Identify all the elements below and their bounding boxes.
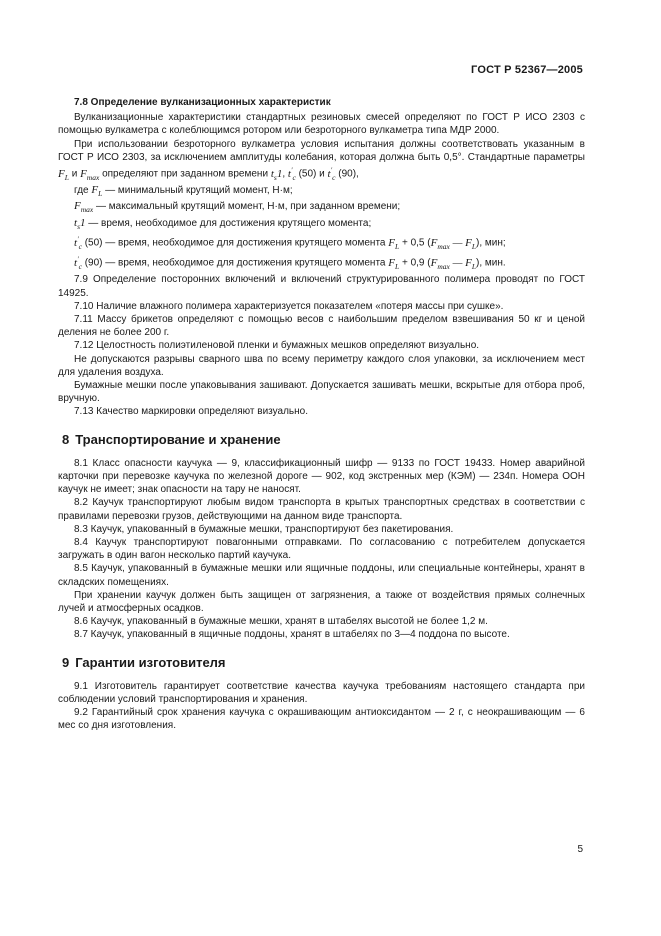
paragraph-8-7: 8.7 Каучук, упакованный в ящичные поддоны, хранят в штабелях по 3—4 поддона по высоте. — [74, 629, 510, 641]
paragraph-7-12-b: Не допускаются разрывы сварного шва по всему периметру каждого слоя упаковки, за исключением мест для удаления воздуха. — [58, 353, 585, 378]
page-number: 5 — [577, 844, 583, 855]
document-header: ГОСТ Р 52367—2005 — [471, 64, 583, 76]
paragraph-8-4: 8.4 Каучук транспортируют повагонными отправками. По согласованию с потребителем допускается загружать в один вагон несколько партий каучука. — [58, 536, 585, 562]
definition-Fmax: $F_{max}$ — максимальный крутящий момент, Н·м, при заданном времени; — [74, 200, 401, 215]
paragraph-8-1: 8.1 Класс опасности каучука — 9, классификационный шифр — 9133 по ГОСТ 19433. Номер аварийной карточки при перевозке каучука по железной дороге — 902, код экстренных мер (КЭМ) — 234п. Номера ООН каучук не имеет; знак опасности на тару не наносят. — [58, 457, 585, 496]
definition-FL: где $F_L$ — минимальный крутящий момент, Н·м; — [74, 184, 293, 199]
paragraph-8-2: 8.2 Каучук транспортируют любым видом транспорта в крытых транспортных средствах в соответствии с правилами перевозки грузов, действующими на данном виде транспорта. — [58, 497, 585, 522]
formula-tc-prime: $t'_c$ — [287, 166, 296, 182]
formula-tc-prime: $t'_c$ — [327, 166, 336, 182]
paragraph-7-12: 7.12 Целостность полиэтиленовой пленки и бумажных мешков определяют визуально. — [74, 340, 480, 352]
definition-t50: $t'_c$ (50) — время, необходимое для достижения крутящего момента $F_L + 0,5$ ($F_{max}$ — $F_L$), мин; — [74, 235, 506, 252]
paragraph-7-11: 7.11 Массу брикетов определяют с помощью весов с наибольшим пределом взвешивания 50 кг и ценой деления не более 200 г. — [58, 313, 585, 339]
paragraph-7-8-2: При использовании безроторного вулкаметра условия испытания должны соответствовать указанным в ГОСТ Р ИСО 2303, за исключением амплитуды колебания, которая должна быть 0,5°. Стандартные параметры $F_L$ и $F_{max}$ определяют при заданном времени $t_s1$, $t'_c$ (50) и $t'_c$ (90), — [58, 138, 585, 182]
definition-t90: $t'_c$ (90) — время, необходимое для достижения крутящего момента $F_L + 0,9$ ($F_{max}$ — $F_L$), мин. — [74, 255, 506, 272]
paragraph-8-3: 8.3 Каучук, упакованный в бумажные мешки, транспортируют без пакетирования. — [74, 523, 454, 535]
paragraph-7-8-1: Вулканизационные характеристики стандартных резиновых смесей определяют по ГОСТ Р ИСО 2303 с помощью вулкаметра с колеблющимся ротором или безроторного вулкаметра типа МДР 2000. — [58, 112, 585, 137]
formula-ts1: $t_s1$ — [270, 167, 283, 182]
formula-Fmax: $F_{max}$ — [80, 167, 100, 182]
section-heading-8: 8 Транспортирование и хранение — [62, 431, 281, 447]
paragraph-9-2: 9.2 Гарантийный срок хранения каучука с окрашивающим антиоксидантом — 2 г, с неокрашивающим — 6 мес со дня изготовления. — [58, 707, 585, 732]
formula-FL: $F_L$ — [58, 167, 69, 182]
paragraph-7-10: 7.10 Наличие влажного полимера характеризуется показателем «потеря массы при сушке». — [74, 300, 504, 312]
definition-ts: $t_s1$ — время, необходимое для достижения крутящего момента; — [74, 216, 372, 232]
section-heading-9: 9 Гарантии изготовителя — [62, 654, 226, 670]
paragraph-9-1: 9.1 Изготовитель гарантирует соответствие качества каучука требованиям настоящего стандарта при соблюдении условий транспортирования и хранения. — [58, 680, 585, 706]
paragraph-8-5: 8.5 Каучук, упакованный в бумажные мешки или ящичные поддоны, или специальные контейнеры, хранят в складских помещениях. — [58, 563, 585, 588]
paragraph-7-9: 7.9 Определение посторонних включений и включений структурированного полимера проводят по ГОСТ 14925. — [58, 274, 585, 299]
paragraph-8-5-b: При хранении каучук должен быть защищен от загрязнения, а также от воздействия прямых солнечных лучей и атмосферных осадков. — [58, 589, 585, 614]
paragraph-8-6: 8.6 Каучук, упакованный в бумажные мешки, хранят в штабелях высотой не более 1,2 м. — [74, 616, 488, 628]
subsection-heading-7-8: 7.8 Определение вулканизационных характеристик — [74, 97, 331, 108]
paragraph-7-12-c: Бумажные мешки после упаковывания зашивают. Допускается зашивать мешки, вскрытые для отбора проб, вручную. — [58, 379, 585, 405]
paragraph-7-13: 7.13 Качество маркировки определяют визуально. — [74, 406, 308, 418]
document-body — [58, 96, 585, 733]
